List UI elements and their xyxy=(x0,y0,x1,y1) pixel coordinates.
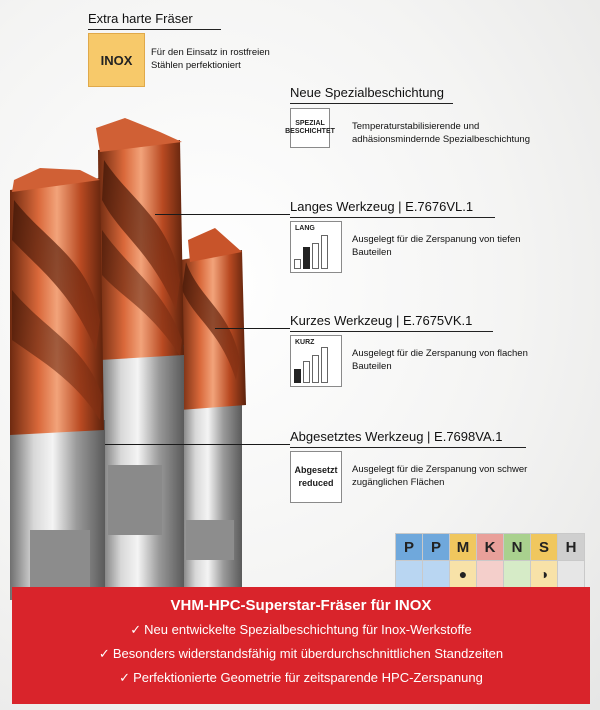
iso-suitability-cell xyxy=(396,561,422,587)
tool-shank xyxy=(180,400,242,600)
iso-suitability-cell xyxy=(504,561,530,587)
feature-description xyxy=(352,463,527,489)
desc-line: Ausgelegt für die Zerspanung von tiefen xyxy=(352,234,521,245)
title-underline xyxy=(88,29,221,30)
leader-line xyxy=(105,444,290,445)
bar xyxy=(321,235,328,269)
feature-title: Abgesetztes Werkzeug | E.7698VA.1 xyxy=(290,429,503,444)
desc-line: Bauteilen xyxy=(352,247,392,258)
tool-neck xyxy=(108,465,162,535)
badge-line: Abgesetzt xyxy=(294,465,338,475)
feature-description xyxy=(151,46,270,72)
long-tool-badge xyxy=(290,221,342,273)
iso-suitability-cell xyxy=(477,561,503,587)
feature-short-tool xyxy=(290,313,493,332)
title-underline xyxy=(290,447,526,448)
desc-line: Stählen perfektioniert xyxy=(151,60,241,71)
desc-line: Bauteilen xyxy=(352,361,392,372)
iso-group-h: H xyxy=(558,534,584,560)
badge-line: SPEZIAL xyxy=(295,120,325,127)
feature-description xyxy=(352,120,530,146)
bar xyxy=(294,259,301,269)
iso-suitability-cell: ◑ xyxy=(531,561,557,587)
title-underline xyxy=(290,103,453,104)
badge-line: reduced xyxy=(298,478,334,488)
bar xyxy=(312,243,319,269)
badge-label: LANG xyxy=(295,225,315,232)
check-icon: ✓ xyxy=(119,670,131,685)
title-underline xyxy=(290,331,493,332)
info-banner xyxy=(12,587,590,704)
feature-title: Extra harte Fräser xyxy=(88,11,193,26)
desc-line: Ausgelegt für die Zerspanung von flachen xyxy=(352,348,528,359)
desc-line: adhäsionsmindernde Spezialbeschichtung xyxy=(352,134,530,145)
bar xyxy=(312,355,319,383)
length-bars xyxy=(294,347,328,383)
coating-badge xyxy=(285,108,335,148)
bar xyxy=(294,369,301,383)
badge-line: BESCHICHTET xyxy=(285,128,335,135)
iso-group-p: P xyxy=(423,534,449,560)
banner-bullet xyxy=(12,618,590,642)
check-icon: ✓ xyxy=(130,622,142,637)
tool-neck xyxy=(186,520,234,560)
feature-title: Neue Spezialbeschichtung xyxy=(290,85,444,100)
tool-neck xyxy=(30,530,90,590)
leader-line xyxy=(215,328,290,329)
banner-title: VHM-HPC-Superstar-Fräser für INOX xyxy=(170,597,432,614)
iso-group-k: K xyxy=(477,534,503,560)
short-tool-badge xyxy=(290,335,342,387)
desc-line: Temperaturstabilisierende und xyxy=(352,121,480,132)
desc-line: Ausgelegt für die Zerspanung von schwer xyxy=(352,464,528,475)
bar xyxy=(321,347,328,383)
feature-title: Kurzes Werkzeug | E.7675VK.1 xyxy=(290,313,473,328)
feature-extra-hard xyxy=(88,11,221,30)
title-underline xyxy=(290,217,495,218)
length-bars xyxy=(294,235,328,269)
feature-description xyxy=(352,347,528,373)
iso-suitability-cell xyxy=(423,561,449,587)
iso-suitability-cell xyxy=(558,561,584,587)
iso-suitability-cell: ● xyxy=(450,561,476,587)
feature-long-tool xyxy=(290,199,495,218)
iso-group-s: S xyxy=(531,534,557,560)
feature-coating xyxy=(290,85,453,104)
badge-label: KURZ xyxy=(295,339,315,346)
inox-badge: INOX xyxy=(88,33,145,87)
iso-group-m: M xyxy=(450,534,476,560)
desc-line: Für den Einsatz in rostfreien xyxy=(151,47,270,58)
feature-reduced-tool xyxy=(290,429,526,448)
desc-line: zugänglichen Flächen xyxy=(352,477,445,488)
iso-group-p: P xyxy=(396,534,422,560)
bullet-text: Besonders widerstandsfähig mit überdurchschnittlichen Standzeiten xyxy=(112,646,504,661)
feature-title: Langes Werkzeug | E.7676VL.1 xyxy=(290,199,474,214)
feature-description xyxy=(352,233,520,259)
check-icon: ✓ xyxy=(98,646,110,661)
leader-line xyxy=(155,214,290,215)
reduced-tool-badge xyxy=(290,451,342,503)
banner-bullet xyxy=(12,642,590,666)
bar xyxy=(303,361,310,383)
bullet-text: Perfektionierte Geometrie für zeitsparende HPC-Zerspanung xyxy=(133,670,483,685)
iso-material-table xyxy=(395,533,585,588)
banner-bullet xyxy=(12,666,590,690)
bar xyxy=(303,247,310,269)
iso-group-n: N xyxy=(504,534,530,560)
bullet-text: Neu entwickelte Spezialbeschichtung für Inox-Werkstoffe xyxy=(144,622,472,637)
